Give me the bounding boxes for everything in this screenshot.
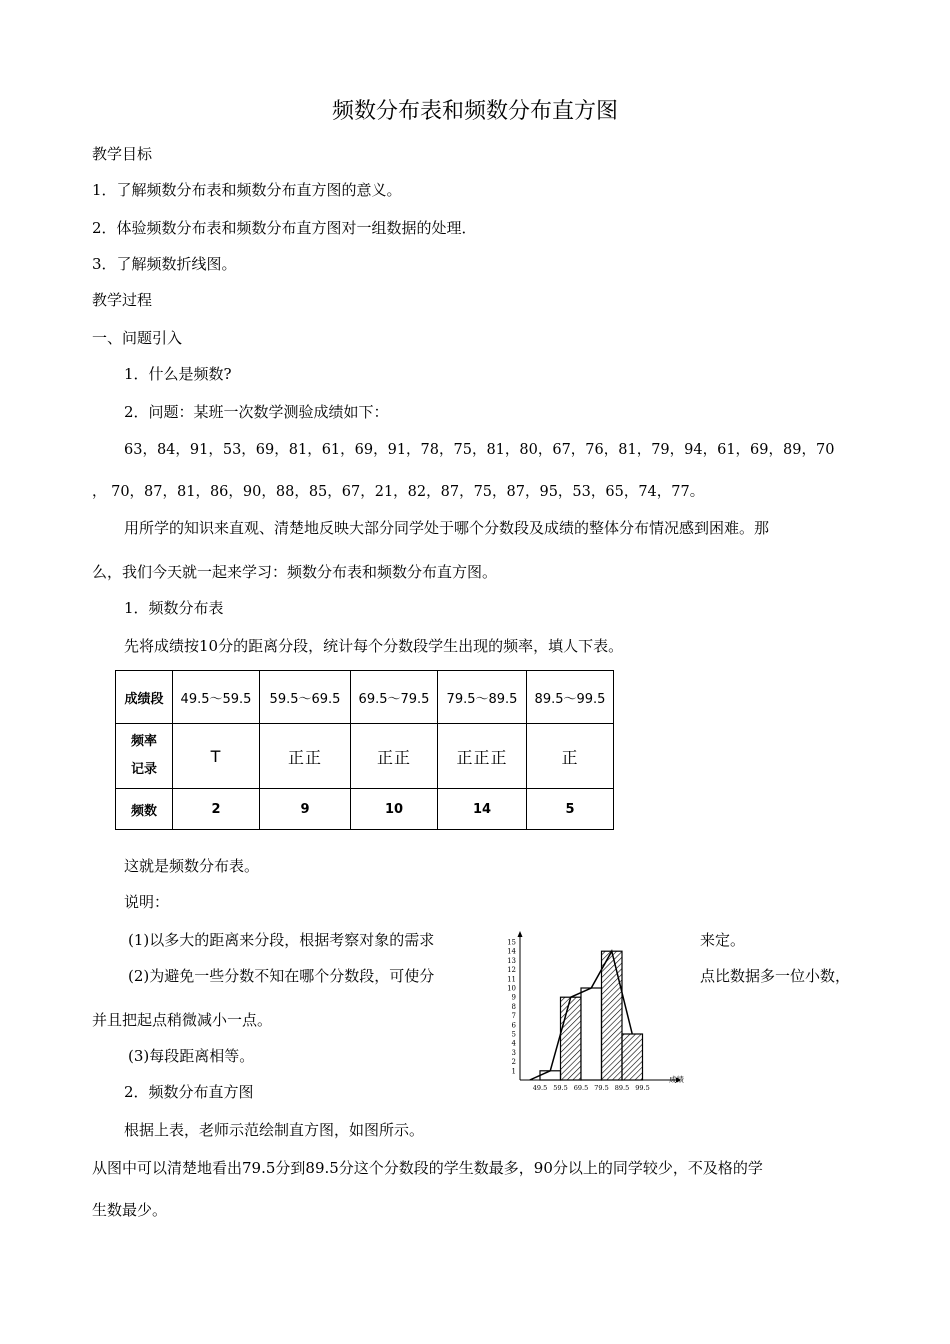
subheading-histogram: 2．频数分布直方图 [124,1083,254,1101]
histogram-bar [602,951,623,1080]
note-1a: (1)以多大的距离来分段，根据考察对象的需求 [128,931,435,949]
histogram-bar [581,988,602,1080]
note-1b: 来定。 [700,931,746,949]
y-tick-label: 3 [511,1048,516,1057]
histogram-chart [498,928,694,1096]
histogram-bar [622,1034,643,1080]
table-cell-range: 69.5～79.5 [351,671,438,724]
y-tick-label: 4 [511,1039,516,1048]
table-cell-tally: 正 [527,724,614,789]
x-axis-label: 成绩 [669,1075,684,1084]
table-cell-range: 89.5～99.5 [527,671,614,724]
note-label: 说明： [124,893,170,911]
part-heading-1: 一、问题引入 [92,329,183,347]
table-cell-count: 5 [527,789,614,830]
x-tick-label: 79.5 [594,1084,609,1092]
table-cell-tally: 正正正 [438,724,527,789]
goal-item-3: 3．了解频数折线图。 [92,255,237,273]
question-1: 1．什么是频数? [124,365,232,383]
y-tick-label: 10 [507,984,516,993]
y-tick-label: 2 [511,1058,516,1067]
table-header-range: 成绩段 [116,671,173,724]
y-tick-label: 14 [507,947,516,956]
y-tick-label: 13 [507,956,516,965]
y-tick-label: 7 [511,1012,516,1021]
y-tick-label: 11 [507,975,516,984]
goal-item-1: 1．了解频数分布表和频数分布直方图的意义。 [92,181,402,199]
x-tick-label: 49.5 [532,1084,548,1092]
table-cell-count: 14 [438,789,527,830]
paragraph-table-intro: 先将成绩按10分的距离分段，统计每个分数段学生出现的频率，填人下表。 [124,637,624,655]
table-header-tally-line-1: 频率 [130,734,157,749]
table-cell-tally: 正正 [351,724,438,789]
table-cell-range: 79.5～89.5 [438,671,527,724]
table-header-count: 频数 [116,789,173,830]
table-cell-tally: 正正 [260,724,351,789]
x-tick-label: 59.5 [553,1084,568,1092]
x-tick-label: 89.5 [614,1084,630,1092]
table-row [116,789,614,830]
y-tick-label: 12 [507,966,516,975]
table-cell-range: 49.5～59.5 [173,671,260,724]
y-tick-label: 8 [511,1002,516,1011]
note-2a: (2)为避免一些分数不知在哪个分数段，可使分 [128,967,435,985]
table-cell-count: 10 [351,789,438,830]
frequency-table [115,670,614,830]
table-cell-count: 9 [260,789,351,830]
y-tick-label: 1 [511,1067,516,1076]
y-tick-label: 9 [511,993,516,1002]
x-tick-label: 99.5 [635,1084,650,1092]
table-cell-tally: T [173,724,260,789]
section-heading-process: 教学过程 [92,291,153,309]
note-2b: 点比数据多一位小数， [700,967,851,985]
note-2c: 并且把起点稍微减小一点。 [92,1011,273,1029]
histogram-bar [540,1071,561,1080]
paragraph-intro-b: 么，我们今天就一起来学习：频数分布表和频数分布直方图。 [92,563,498,581]
page-title: 频数分布表和频数分布直方图 [331,99,618,124]
table-row [116,671,614,724]
y-axis-arrow [518,931,523,937]
table-cell-count: 2 [173,789,260,830]
x-tick-label: 69.5 [573,1084,589,1092]
table-header-tally [116,724,173,789]
paragraph-intro-a: 用所学的知识来直观、清楚地反映大部分同学处于哪个分数段及成绩的整体分布情况感到困难。那 [124,519,770,537]
histogram-bar [561,997,582,1080]
note-3: (3)每段距离相等。 [128,1047,255,1065]
paragraph-histogram-intro: 根据上表，老师示范绘制直方图，如图所示。 [124,1121,425,1139]
y-tick-label: 5 [511,1030,516,1039]
scores-line-2: ， 70，87，81，86，90，88，85，67，21，82，87，75，87，95，53，65，74，77。 [92,484,705,500]
table-row [116,724,614,789]
y-tick-label: 6 [511,1021,516,1030]
y-tick-label: 15 [507,938,516,947]
subheading-frequency-table: 1．频数分布表 [124,599,224,617]
paragraph-conclusion-b: 生数最少。 [92,1201,168,1219]
paragraph-after-table: 这就是频数分布表。 [124,857,260,875]
question-2: 2．问题：某班一次数学测验成绩如下： [124,403,389,421]
goal-item-2: 2．体验频数分布表和频数分布直方图对一组数据的处理． [92,219,477,237]
paragraph-conclusion-a: 从图中可以清楚地看出79.5分到89.5分这个分数段的学生数最多，90分以上的同学较少，不及格的学 [92,1159,763,1177]
table-cell-range: 59.5～69.5 [260,671,351,724]
scores-line-1: 63，84，91，53，69，81，61，69，91，78，75，81，80，67，76，81，79，94，61，69，89，70 [124,442,835,458]
table-header-tally-line-2: 记录 [130,762,157,777]
section-heading-goals: 教学目标 [92,145,153,163]
